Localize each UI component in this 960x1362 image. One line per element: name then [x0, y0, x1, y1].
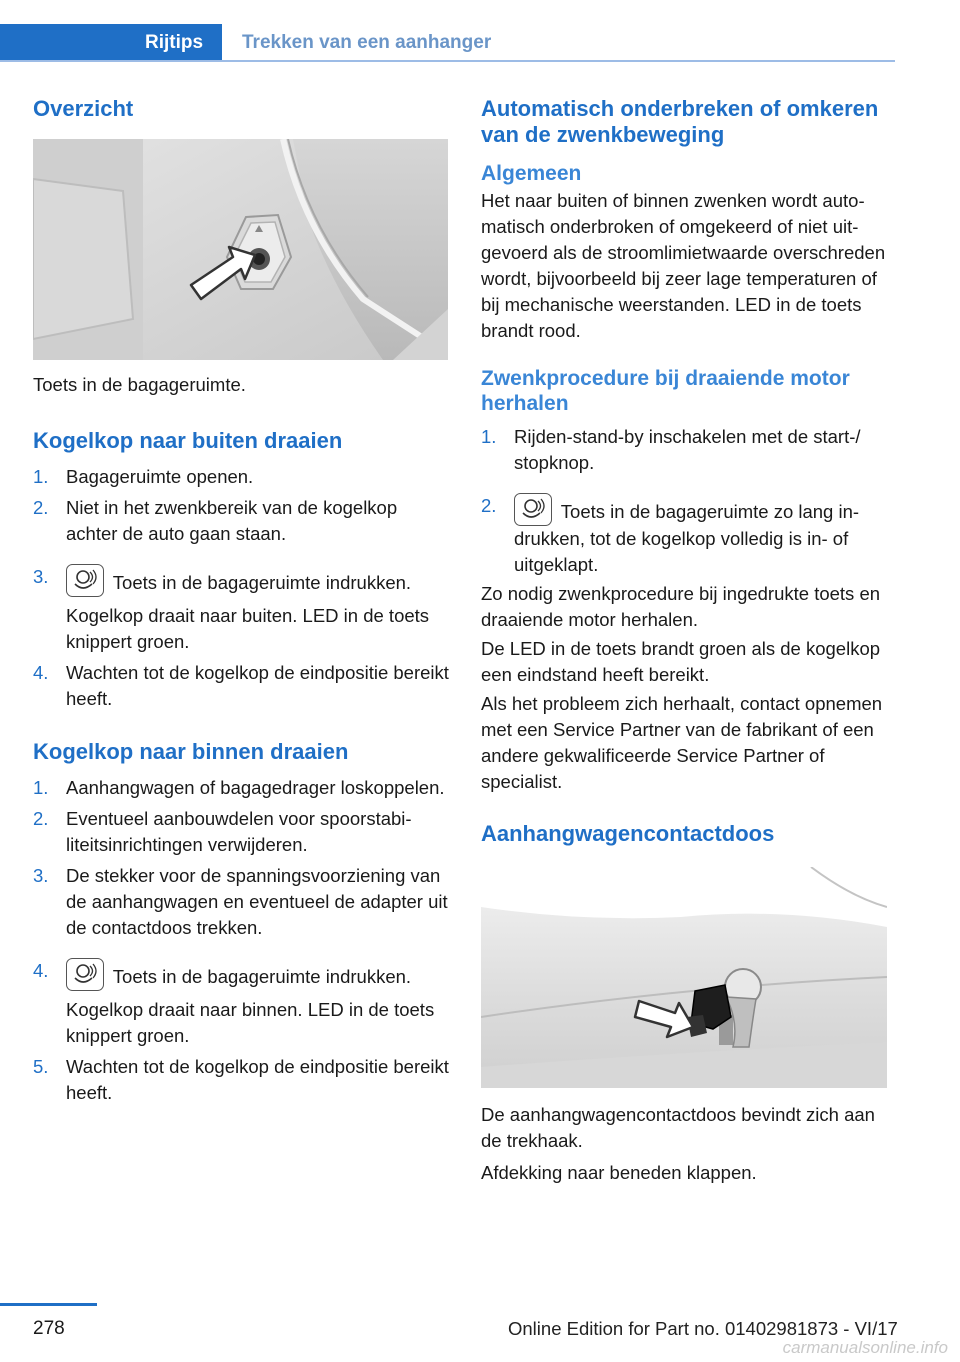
- step-number: 2.: [33, 497, 49, 518]
- left-column: [33, 96, 449, 1106]
- header-subsection[interactable]: Trekken van een aanhanger: [242, 32, 492, 53]
- step-number: 2.: [481, 495, 497, 516]
- step-subtext: Kogelkop draait naar buiten. LED in de toets knippert groen.: [66, 605, 430, 652]
- step-text: Toets in de bagageruimte zo lang indrukken, tot de kogelkop volledig is in- of uitgeklapt.: [514, 501, 860, 575]
- step-number: 3.: [33, 865, 49, 886]
- list-item: [33, 806, 449, 858]
- list-item: [33, 464, 449, 490]
- step-text: Wachten tot de kogelkop de eindpositie bereikt heeft.: [66, 1056, 449, 1103]
- step-number: 2.: [33, 808, 49, 829]
- service-paragraph: Als het probleem zich herhaalt, contact opnemen met een Service Partner van de fabrikant of een andere gekwalificeerde Service Partner of specialist.: [481, 693, 883, 792]
- repeat-subheading: Zwenkprocedure bij draaiende motor herhalen: [481, 367, 850, 415]
- list-item: [33, 863, 449, 941]
- header-accent-bar: [0, 24, 126, 62]
- header-divider: [0, 60, 895, 62]
- page-header: [0, 0, 960, 62]
- overview-heading: Overzicht: [33, 96, 134, 121]
- repeat-paragraph: Zo nodig zwenkprocedure bij ingedrukte toets en draaiende motor herhalen.: [481, 583, 881, 630]
- socket-location-text: De aanhangwagencontactdoos bevindt zich aan de trekhaak.: [481, 1104, 875, 1151]
- header-section-tab[interactable]: Rijtips: [126, 24, 222, 62]
- step-text: De stekker voor de spanningsvoorziening van de aanhangwagen en eventueel de adapter uit de contactdoos trekken.: [66, 865, 448, 938]
- list-item: [33, 495, 449, 547]
- list-item: [33, 775, 449, 801]
- repeat-steps: [481, 424, 897, 578]
- general-subheading: Algemeen: [481, 162, 582, 185]
- socket-heading: Aanhangwagencontactdoos: [481, 821, 775, 846]
- section-in-steps: [33, 775, 449, 1106]
- list-item: [33, 564, 449, 655]
- step-number: 4.: [33, 662, 49, 683]
- general-paragraph: Het naar buiten of binnen zwenken wordt automatisch onderbroken of omgekeerd of niet uitgevoerd als de stroomlimietwaarde overschreden wordt, bijvoorbeeld bij zeer lage temperaturen of bij mechanische weerstanden. LED in de toets brandt rood.: [481, 190, 886, 341]
- list-item: [33, 660, 449, 712]
- step-text: Bagageruimte openen.: [66, 466, 254, 487]
- right-column: [481, 96, 897, 1186]
- step-number: 1.: [481, 426, 497, 447]
- step-text: Toets in de bagageruimte indrukken.: [108, 572, 412, 593]
- list-item: [33, 958, 449, 1049]
- trunk-button-caption: Toets in de bagageruimte.: [33, 374, 246, 395]
- watermark[interactable]: carmanualsonline.info: [782, 1338, 948, 1357]
- step-text: Niet in het zwenkbereik van de kogelkop achter de auto gaan staan.: [66, 497, 398, 544]
- trunk-button-image: [33, 139, 448, 360]
- section-in-heading: Kogelkop naar binnen draaien: [33, 739, 349, 764]
- trailer-hitch-button-icon: [66, 564, 104, 597]
- step-text: Toets in de bagageruimte indrukken.: [108, 966, 412, 987]
- page-number: 278: [33, 1318, 65, 1339]
- footer-accent-line: [0, 1303, 97, 1306]
- step-subtext: Kogelkop draait naar binnen. LED in de toets knippert groen.: [66, 999, 435, 1046]
- trailer-socket-image: [481, 867, 887, 1088]
- step-text: Rijden-stand-by inschakelen met de start-/ stopknop.: [514, 426, 861, 473]
- step-number: 4.: [33, 960, 49, 981]
- auto-interrupt-heading: Automatisch onderbreken of omkeren van de zwenkbeweging: [481, 96, 879, 147]
- section-out-steps: [33, 464, 449, 712]
- step-number: 1.: [33, 777, 49, 798]
- led-paragraph: De LED in de toets brandt groen als de kogelkop een eindstand heeft bereikt.: [481, 638, 881, 685]
- section-out-heading: Kogelkop naar buiten draaien: [33, 428, 343, 453]
- list-item: [481, 493, 897, 578]
- step-text: Eventueel aanbouwdelen voor spoorstabiliteitsinrichtingen verwijderen.: [66, 808, 412, 855]
- step-text: Aanhangwagen of bagagedrager loskoppelen.: [66, 777, 445, 798]
- socket-action-text: Afdekking naar beneden klappen.: [481, 1162, 757, 1183]
- step-number: 3.: [33, 566, 49, 587]
- step-text: Wachten tot de kogelkop de eindpositie bereikt heeft.: [66, 662, 449, 709]
- edition-text: Online Edition for Part no. 01402981873 - VI/17: [508, 1318, 898, 1339]
- list-item: [33, 1054, 449, 1106]
- step-number: 5.: [33, 1056, 49, 1077]
- step-number: 1.: [33, 466, 49, 487]
- list-item: [481, 424, 897, 476]
- page-footer: [0, 1300, 960, 1362]
- trailer-hitch-button-icon: [514, 493, 552, 526]
- trailer-hitch-button-icon: [66, 958, 104, 991]
